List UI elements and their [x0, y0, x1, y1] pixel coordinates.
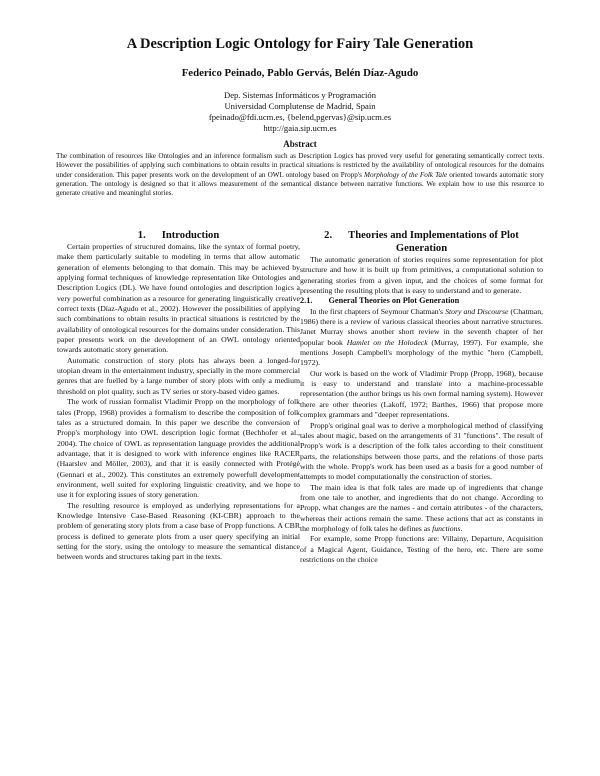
subsection-2-1-heading: 2.1. General Theories on Plot Generation: [300, 296, 460, 306]
paper-title: A Description Logic Ontology for Fairy Tale Generation: [126, 36, 474, 52]
affiliation-emails: fpeinado@fdi.ucm.es, {belend,pgervas}@sip.ucm.es: [208, 111, 392, 122]
section-2-paragraph: The main idea is that folk tales are made up of ingredients that change from one tale to another, and ingredients that do not change. According to Propp, what changes are the names - and certain attributes - of the characters, whereas their actions remain the same. These actions that act as constants in the morphology of folk tales he defines as functions.: [300, 482, 543, 533]
left-column: [57, 229, 300, 563]
section-2-paragraph: The automatic generation of stories requires some representation for plot structure and how it is built up from primitives, a computational solution to generating stories from a given input, and the choices of some format for presenting the resulting plots that is easy to understand and to generate.: [300, 255, 543, 296]
section-2-paragraph: For example, some Propp functions are: Villainy, Departure, Acquisition of a Magical Agent, Guidance, Testing of the hero, etc. There are some restrictions on the choice: [300, 534, 543, 564]
section-2-paragraph: In the first chapters of Seymour Chatman's Story and Discourse (Chatman, 1986) there is a review of various classical theories about narrative structures. Janet Murray shows another short review in the seventh chapter of her popular book Hamlet on the Holodeck (Murray, 1997). For example, she mentions Joseph Campbell's morphology of the mythic "hero (Campbell, 1972).: [300, 306, 544, 368]
section-1-heading: 1. Introduction: [137, 230, 220, 241]
section-2-paragraph: Propp's original goal was to derive a morphological method of classifying tales about magic, based on the arrangements of 31 "functions". The result of Propp's work is a description of the folk tales according to their constituent parts, the relationships between those parts, and the relations of those parts with the whole. Propp's work has been used as a basis for a good number of attempts to model computationally the construction of stories.: [300, 420, 543, 482]
section-1-paragraph: The resulting resource is employed as underlying representations for a Knowledge Intensive Case-Based Reasoning (KI-CBR) approach to the problem of generating story plots from a case base of Propp functions. A CBR process is defined to generate plots from a user query specifying an initial setting for the story, using the ontology to measure the semantical distance between words and structures taking part in the texts.: [57, 500, 300, 562]
affiliation-university: Universidad Complutense de Madrid, Spain: [224, 100, 376, 111]
section-2-heading: 2. Theories and Implementations of Plot Generation: [324, 230, 519, 254]
section-1-paragraph: The work of russian formalist Vladimir Propp on the morphology of folk tales (Propp, 1968) provides a formalism to describe the composition of folk tales as a structured domain. In this paper we describe the conversion of Propp's morphology into OWL description logic format (Bechhofer et al., 2004). The choice of OWL as representation language provides the additional advantage, that it is designed to work with inference engines like RACER (Haarslev and Möller, 2003), and that it is easily connected with Protégé (Gennari et al., 2002). This constitutes an extremely powerfull development environment, well suited for exploring linguistic creativity, and we hope to use it for exploring issues of story generation.: [57, 397, 300, 500]
affiliation-block: [40, 90, 560, 134]
abstract-heading: Abstract: [283, 139, 317, 149]
section-1-paragraph: Certain properties of structured domains, like the syntax of formal poetry, make them particularly suitable to modeling in terms that allow automatic generation of elements belonging to that domain. This may be achieved by applying formal techniques of knowledge representation like Ontologies and Description Logics (DL). We have found ontologies and description logics a very powerful combination as a resource for generating linguistically creative correct texts (Díaz-Agudo et al., 2002). However the possibilities of applying such combinations to obtain results in practical situations is restricted by the availability of ontological resources for the domains under consideration. This paper presents work on the development of an OWL ontology oriented towards automatic story generation.: [57, 242, 300, 355]
right-column: [300, 229, 543, 565]
affiliation-url: http://gaia.sip.ucm.es: [263, 122, 337, 133]
affiliation-department: Dep. Sistemas Informáticos y Programación: [223, 90, 377, 100]
paper-authors: Federico Peinado, Pablo Gervás, Belén Díaz-Agudo: [181, 67, 419, 79]
section-1-paragraph: Automatic construction of story plots has always been a longed-for utopian dream in the entertainment industry, specially in the more commercial genres that are fuelled by a large number of story plots with only a medium threshold on plot quality, such as TV series or story-based video games.: [57, 355, 300, 396]
abstract-text: The combination of resources like Ontologies and an inference formalism such as Description Logics has proved very useful for generating semantically correct texts. However the possibilities of applying such combinations to obtain results in practical situations is restricted by the availability of ontological resources for the domains under consideration. This paper presents work on the development of an OWL ontology based on Propp's Morphology of the Folk Tale oriented towards automatic story generation. The ontology is designed so that it allows measurement of the semantical distance between narrative functions. We explain how to use this resource to generate creative and meaningful stories.: [56, 152, 544, 198]
section-2-paragraph: Our work is based on the work of Vladimir Propp (Propp, 1968), because it is easy to understand and translate into a machine-processable representation (the author brings us his own formal naming system). However there are other theories (Lakoff, 1972; Barthes, 1966) that propose more complex grammars and "deeper representations.: [300, 368, 543, 420]
